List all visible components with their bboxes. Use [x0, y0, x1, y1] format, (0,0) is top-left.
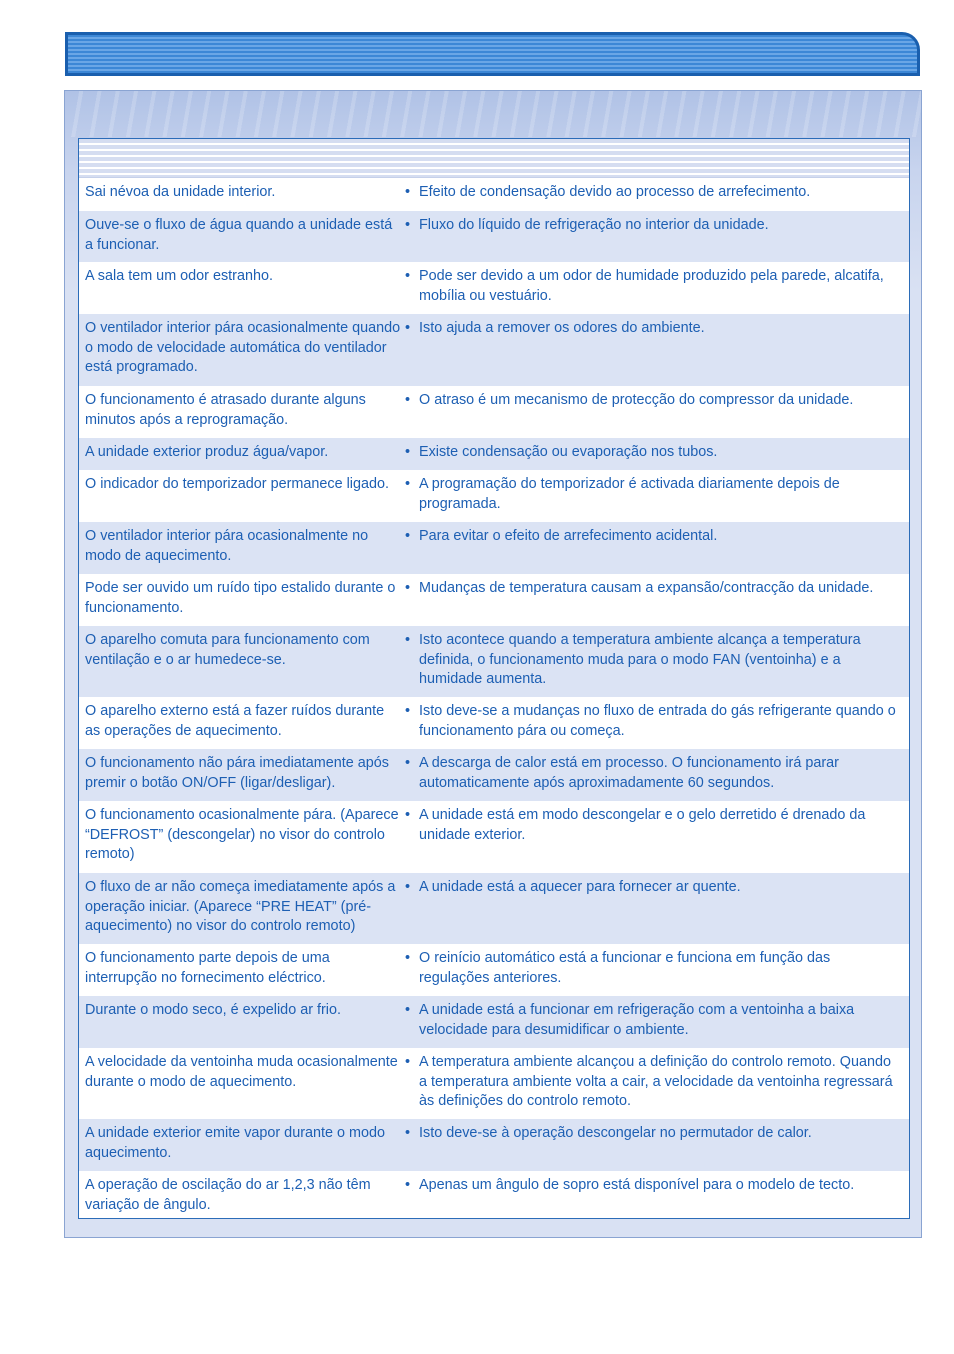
cause-text: O atraso é um mecanismo de protecção do compressor da unidade.: [419, 392, 854, 408]
symptom-text: O aparelho comuta para funcionamento com ventilação e o ar humedece-se.: [85, 632, 370, 668]
cause-text: A unidade está a aquecer para fornecer ar quente.: [419, 879, 741, 895]
table-body: [79, 178, 909, 1219]
cause-cell: [401, 949, 909, 996]
symptom-text: A unidade exterior produz água/vapor.: [85, 444, 329, 460]
bullet-icon: •: [405, 217, 411, 233]
table-row: [79, 944, 909, 996]
cause-text: A descarga de calor está em processo. O funcionamento irá parar automaticamente após aproximadamente 60 segundos.: [419, 755, 839, 791]
symptom-text: O funcionamento parte depois de uma interrupção no fornecimento eléctrico.: [85, 950, 330, 986]
cause-cell: [401, 1176, 909, 1219]
symptom-text: O funcionamento não pára imediatamente após premir o botão ON/OFF (ligar/desligar).: [85, 755, 389, 791]
cause-text: Isto ajuda a remover os odores do ambiente.: [419, 320, 705, 336]
cause-cell: [401, 754, 909, 801]
table-row: [79, 314, 909, 386]
bullet-icon: •: [405, 1125, 411, 1141]
table-row: [79, 522, 909, 574]
cause-cell: [401, 1053, 909, 1119]
symptom-text: Durante o modo seco, é expelido ar frio.: [85, 1002, 341, 1018]
table-row: [79, 749, 909, 801]
cause-cell: [401, 475, 909, 522]
bullet-icon: •: [405, 950, 411, 966]
bullet-icon: •: [405, 528, 411, 544]
symptom-text: O indicador do temporizador permanece ligado.: [85, 476, 389, 492]
title-banner: [65, 32, 920, 76]
bullet-icon: •: [405, 320, 411, 336]
table-row: [79, 262, 909, 314]
symptom-text: O fluxo de ar não começa imediatamente após a operação iniciar. (Aparece “PRE HEAT” (pré-aquecimento) no visor do controlo remoto): [85, 879, 396, 934]
cause-cell: [401, 443, 909, 470]
table-row: [79, 574, 909, 626]
table-row: [79, 1171, 909, 1219]
bullet-icon: •: [405, 1054, 411, 1070]
cause-text: Fluxo do líquido de refrigeração no interior da unidade.: [419, 217, 769, 233]
troubleshooting-table: [78, 138, 910, 1219]
cause-cell: [401, 631, 909, 697]
bullet-icon: •: [405, 476, 411, 492]
bullet-icon: •: [405, 392, 411, 408]
bullet-icon: •: [405, 632, 411, 648]
cause-text: Apenas um ângulo de sopro está disponível para o modelo de tecto.: [419, 1177, 855, 1193]
bullet-icon: •: [405, 444, 411, 460]
cause-text: Mudanças de temperatura causam a expansão/contracção da unidade.: [419, 580, 874, 596]
bullet-icon: •: [405, 807, 411, 823]
cause-text: Existe condensação ou evaporação nos tubos.: [419, 444, 718, 460]
cause-cell: [401, 878, 909, 944]
symptom-text: O ventilador interior pára ocasionalmente quando o modo de velocidade automática do ventilador está programado.: [85, 320, 401, 375]
symptom-text: O funcionamento ocasionalmente pára. (Aparece “DEFROST” (descongelar) no visor do controlo remoto): [85, 807, 399, 862]
bullet-icon: •: [405, 580, 411, 596]
cause-text: Para evitar o efeito de arrefecimento acidental.: [419, 528, 718, 544]
panel-header: [65, 91, 921, 137]
cause-cell: [401, 527, 909, 574]
bullet-icon: •: [405, 184, 411, 200]
cause-text: Isto acontece quando a temperatura ambiente alcança a temperatura definida, o funcionamento muda para o modo FAN (ventoinha) e a humidade aumenta.: [419, 632, 861, 687]
symptom-text: O ventilador interior pára ocasionalmente no modo de aquecimento.: [85, 528, 369, 564]
bullet-icon: •: [405, 268, 411, 284]
cause-cell: [401, 702, 909, 749]
table-row: [79, 626, 909, 697]
cause-cell: [401, 1124, 909, 1171]
symptom-text: A operação de oscilação do ar 1,2,3 não têm variação de ângulo.: [85, 1177, 371, 1213]
table-row: [79, 1119, 909, 1171]
table-row: [79, 873, 909, 944]
table-row: [79, 386, 909, 438]
cause-text: Isto deve-se a mudanças no fluxo de entrada do gás refrigerante quando o funcionamento pára ou começa.: [419, 703, 896, 739]
cause-cell: [401, 806, 909, 873]
bullet-icon: •: [405, 1177, 411, 1193]
bullet-icon: •: [405, 703, 411, 719]
table-header: [79, 139, 909, 178]
table-row: [79, 438, 909, 470]
symptom-text: Ouve-se o fluxo de água quando a unidade está a funcionar.: [85, 217, 393, 253]
table-row: [79, 996, 909, 1048]
cause-cell: [401, 216, 909, 262]
bullet-icon: •: [405, 879, 411, 895]
cause-text: A programação do temporizador é activada diariamente depois de programada.: [419, 476, 840, 512]
cause-text: A unidade está a funcionar em refrigeração com a ventoinha a baixa velocidade para desumidificar o ambiente.: [419, 1002, 855, 1038]
table-row: [79, 211, 909, 262]
cause-text: Pode ser devido a um odor de humidade produzido pela parede, alcatifa, mobília ou vestuário.: [419, 268, 884, 304]
cause-text: Efeito de condensação devido ao processo de arrefecimento.: [419, 184, 811, 200]
cause-cell: [401, 267, 909, 314]
cause-text: A temperatura ambiente alcançou a definição do controlo remoto. Quando a temperatura ambiente volta a cair, a velocidade da ventoinha regressará às definições do controlo remoto.: [419, 1054, 893, 1109]
cause-text: O reinício automático está a funcionar e funciona em função das regulações anteriores.: [419, 950, 831, 986]
symptom-text: Sai névoa da unidade interior.: [85, 184, 276, 200]
troubleshooting-panel: [64, 90, 922, 1238]
table-row: [79, 801, 909, 873]
cause-cell: [401, 1001, 909, 1048]
symptom-text: Pode ser ouvido um ruído tipo estalido durante o funcionamento.: [85, 580, 396, 616]
table-row: [79, 1048, 909, 1119]
table-row: [79, 697, 909, 749]
bullet-icon: •: [405, 1002, 411, 1018]
cause-text: Isto deve-se à operação descongelar no permutador de calor.: [419, 1125, 812, 1141]
symptom-text: A velocidade da ventoinha muda ocasionalmente durante o modo de aquecimento.: [85, 1054, 398, 1090]
symptom-text: A unidade exterior emite vapor durante o modo aquecimento.: [85, 1125, 385, 1161]
symptom-text: O funcionamento é atrasado durante alguns minutos após a reprogramação.: [85, 392, 366, 428]
table-row: [79, 470, 909, 522]
bullet-icon: •: [405, 755, 411, 771]
cause-cell: [401, 579, 909, 626]
symptom-text: O aparelho externo está a fazer ruídos durante as operações de aquecimento.: [85, 703, 385, 739]
table-row: [79, 178, 909, 211]
symptom-text: A sala tem um odor estranho.: [85, 268, 273, 284]
cause-cell: [401, 391, 909, 438]
cause-text: A unidade está em modo descongelar e o gelo derretido é drenado da unidade exterior.: [419, 807, 866, 843]
cause-cell: [401, 183, 909, 211]
cause-cell: [401, 319, 909, 386]
